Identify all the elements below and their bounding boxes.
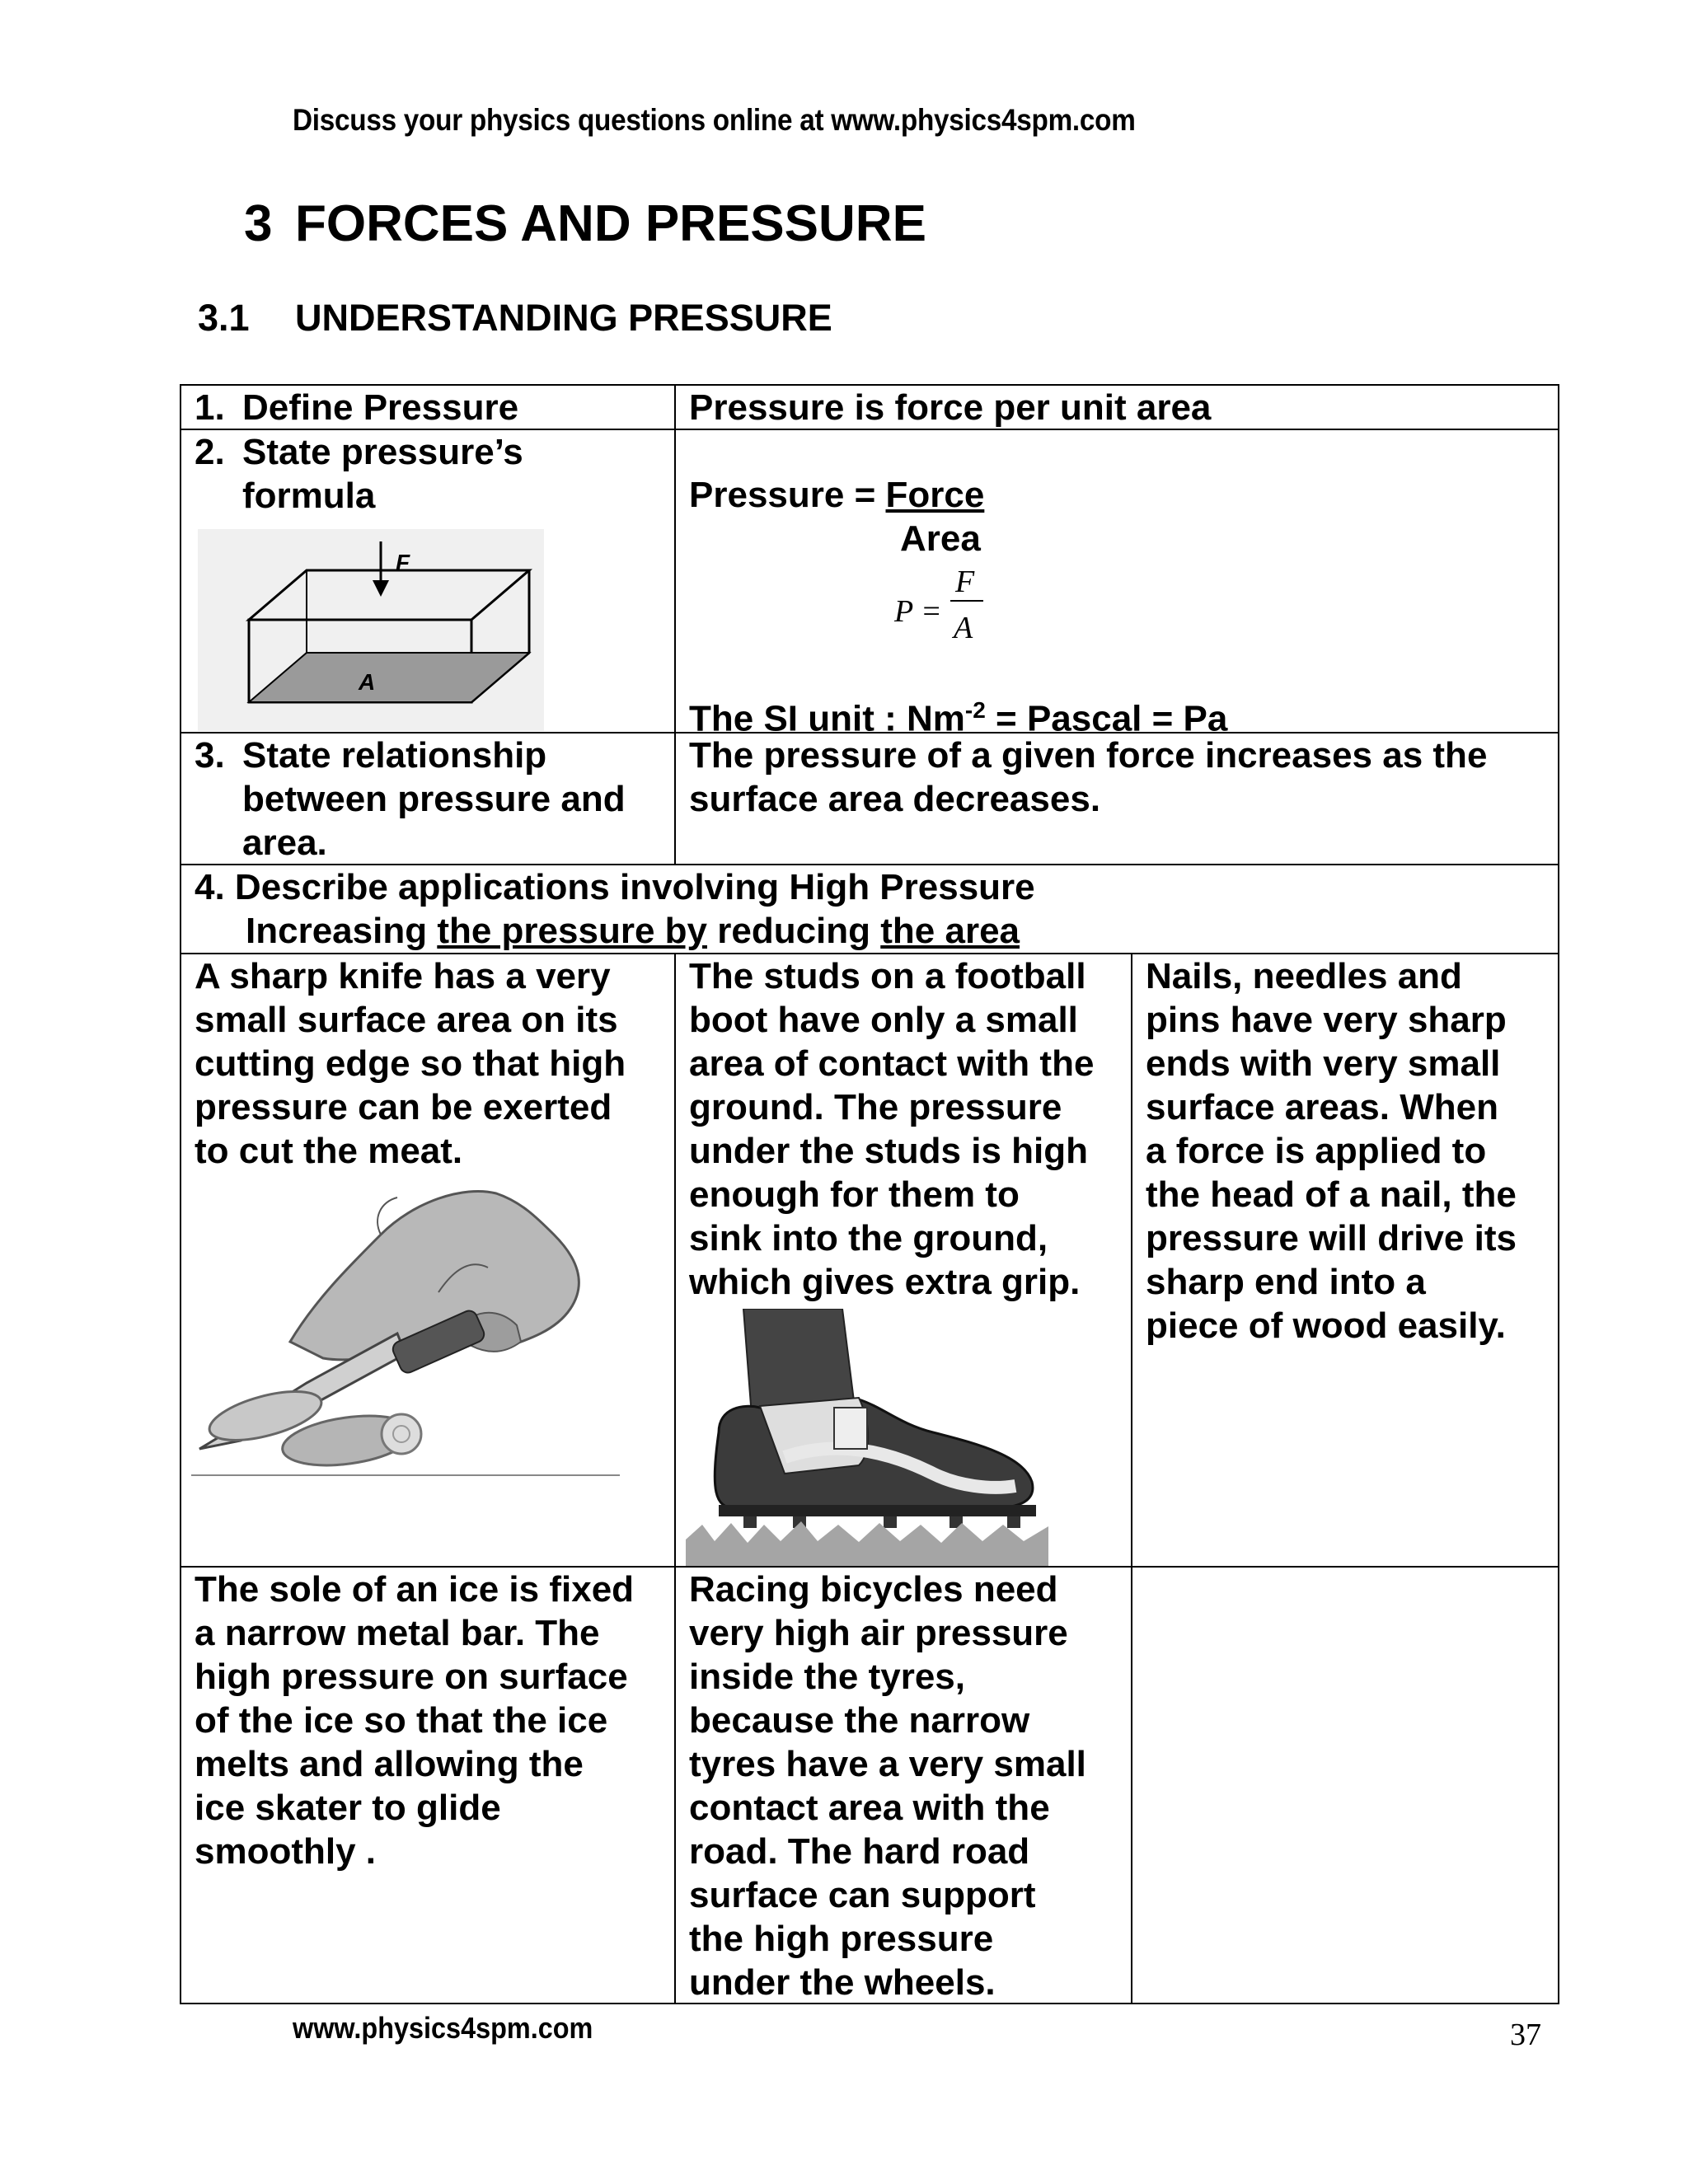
boot-text-line: The studs on a football [689, 956, 1086, 996]
relationship-question-line: area. [242, 823, 327, 863]
boot-text-line: sink into the ground, [689, 1218, 1048, 1258]
subtitle-part: Increasing [246, 911, 438, 951]
ice-text-line: melts and allowing the [195, 1744, 584, 1784]
area-word: Area [900, 518, 981, 559]
boot-text-line: which gives extra grip. [689, 1262, 1081, 1302]
bicycle-text-line: tyres have a very small [689, 1744, 1086, 1784]
nails-cell [1131, 953, 1559, 1568]
pressure-equation [689, 473, 984, 517]
nails-text-line: sharp end into a [1146, 1262, 1426, 1302]
box-pressure-diagram [198, 529, 544, 731]
ice-text-line: high pressure on surface [195, 1657, 628, 1697]
empty-cell [1131, 1566, 1559, 2004]
nails-text-line: Nails, needles and [1146, 956, 1462, 996]
item-number: 3. [195, 735, 225, 776]
bicycle-text-line: surface can support [689, 1875, 1036, 1915]
relationship-answer-line: The pressure of a given force increases as the [689, 735, 1488, 776]
section-number: 3.1 [198, 297, 250, 339]
boot-text-line: boot have only a small [689, 1000, 1078, 1040]
math-a: A [954, 611, 973, 645]
chapter-title-text: FORCES AND PRESSURE [295, 195, 926, 252]
bicycle-text [689, 1568, 1118, 2004]
define-answer-cell [674, 384, 1559, 430]
ice-text-line: The sole of an ice is fixed [195, 1569, 635, 1610]
footer-url: www.physics4spm.com [293, 2011, 593, 2045]
bicycle-text-line: the high pressure [689, 1919, 994, 1959]
item-number: 2. [195, 432, 225, 472]
nails-text-line: piece of wood easily. [1146, 1305, 1506, 1346]
relationship-question-cell [180, 732, 676, 865]
subtitle-part: reducing [707, 911, 881, 951]
boot-cell [674, 953, 1132, 1568]
pressure-label: Pressure = [689, 475, 886, 515]
knife-text-line: cutting edge so that high [195, 1043, 626, 1084]
knife-text-line: to cut the meat. [195, 1131, 463, 1171]
area-label: A [359, 669, 376, 695]
si-suffix: = Pascal = Pa [985, 698, 1228, 739]
nails-text-line: a force is applied to [1146, 1131, 1487, 1171]
bicycle-text-line: contact area with the [689, 1788, 1050, 1828]
nails-text-line: surface areas. When [1146, 1087, 1498, 1127]
subtitle-underlined: the area [880, 911, 1020, 951]
nails-text-line: pressure will drive its [1146, 1218, 1517, 1258]
knife-cell [180, 953, 676, 1568]
define-question: Define Pressure [242, 387, 519, 428]
item-number: 1. [195, 387, 225, 428]
force-label: F [396, 550, 410, 575]
relationship-question-line: between pressure and [242, 779, 626, 819]
math-p: P = [894, 594, 942, 629]
ice-text-line: ice skater to glide [195, 1788, 501, 1828]
ice-text-line: smoothly . [195, 1831, 377, 1872]
knife-text-line: pressure can be exerted [195, 1087, 612, 1127]
relationship-answer-line: surface area decreases. [689, 779, 1101, 819]
fraction-bar [950, 600, 983, 602]
math-f: F [955, 565, 975, 599]
bicycle-cell [674, 1566, 1132, 2004]
knife-cutting-illustration [191, 1169, 653, 1482]
bicycle-text-line: under the wheels. [689, 1962, 996, 2003]
applications-title: 4. Describe applications involving High Pressure [195, 867, 1035, 907]
knife-text-line: A sharp knife has a very [195, 956, 611, 996]
nails-text-line: ends with very small [1146, 1043, 1501, 1084]
subtitle-underlined: the pressure by [437, 911, 707, 951]
formula-answer-cell [674, 429, 1559, 739]
boot-text-line: ground. The pressure [689, 1087, 1062, 1127]
boot-text [689, 954, 1118, 1304]
applications-subtitle [195, 909, 1545, 953]
formula-question-cell [180, 429, 676, 733]
chapter-title [244, 194, 926, 253]
define-question-cell [180, 384, 676, 430]
nails-text [1146, 954, 1545, 1347]
bicycle-text-line: very high air pressure [689, 1613, 1068, 1653]
applications-header-cell [180, 864, 1559, 954]
bicycle-text-line: because the narrow [689, 1700, 1030, 1741]
bicycle-text-line: road. The hard road [689, 1831, 1030, 1872]
formula-question-line: State pressure’s [242, 432, 523, 472]
ice-text [195, 1568, 661, 1873]
page-number: 37 [1510, 2018, 1541, 2052]
knife-text-line: small surface area on its [195, 1000, 618, 1040]
section-title-text: UNDERSTANDING PRESSURE [295, 297, 832, 339]
bicycle-text-line: inside the tyres, [689, 1657, 966, 1697]
define-answer: Pressure is force per unit area [689, 387, 1212, 428]
relationship-question-line: State relationship [242, 735, 547, 776]
chapter-number: 3 [244, 195, 273, 252]
si-prefix: The SI unit : Nm [689, 698, 965, 739]
nails-text-line: the head of a nail, the [1146, 1174, 1517, 1215]
ice-text-line: a narrow metal bar. The [195, 1613, 600, 1653]
nails-text-line: pins have very sharp [1146, 1000, 1507, 1040]
formula-question-line: formula [242, 476, 376, 516]
boot-text-line: under the studs is high [689, 1131, 1089, 1171]
football-boot-illustration [686, 1309, 1048, 1566]
si-exponent: -2 [964, 697, 986, 723]
force-word: Force [885, 475, 985, 515]
boot-text-line: area of contact with the [689, 1043, 1095, 1084]
boot-text-line: enough for them to [689, 1174, 1020, 1215]
bicycle-text-line: Racing bicycles need [689, 1569, 1058, 1610]
relationship-answer-cell [674, 732, 1559, 865]
knife-text [195, 954, 661, 1173]
page-header: Discuss your physics questions online at www.physics4spm.com [293, 103, 1136, 137]
ice-text-line: of the ice so that the ice [195, 1700, 608, 1741]
section-title [198, 297, 832, 340]
ice-cell [180, 1566, 676, 2004]
